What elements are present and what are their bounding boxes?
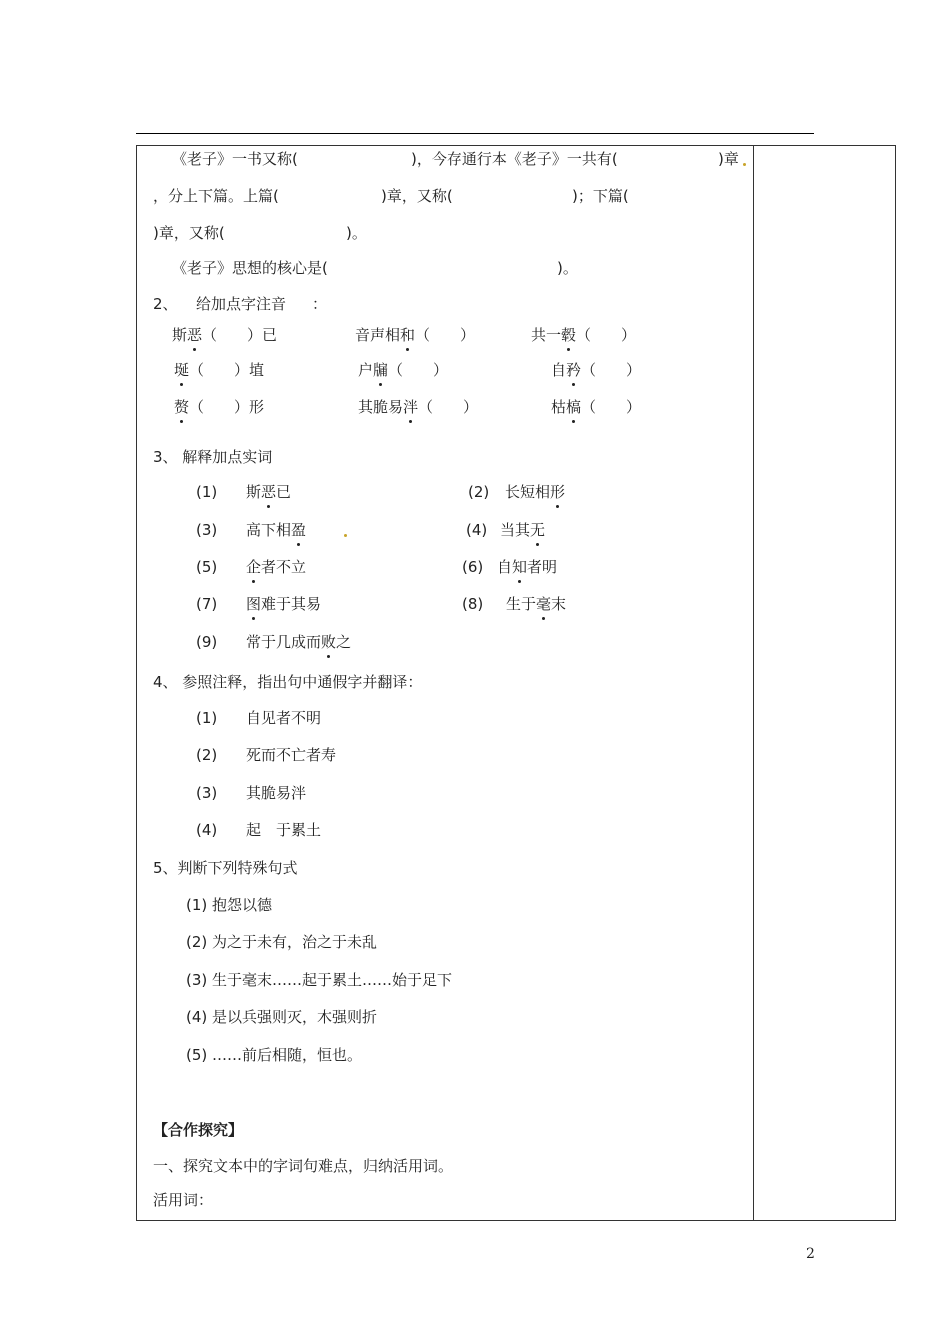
- q1-line1-c: )章: [718, 150, 739, 168]
- page-number: 2: [806, 1246, 815, 1262]
- q3-item: 长短相形: [505, 483, 566, 501]
- q3-item-number: (8): [462, 595, 484, 613]
- q3-item: 自知者明: [497, 558, 558, 576]
- q3-item: 斯恶已: [246, 483, 292, 501]
- q5-item: (3) 生于毫末……起于累土……始于足下: [186, 971, 453, 989]
- q4-item-text: 其脆易泮: [246, 784, 307, 802]
- q3-title: 3、 解释加点实词: [153, 448, 273, 466]
- q4-item-text: 起 于累土: [246, 821, 322, 839]
- q4-item-number: (3): [196, 784, 218, 802]
- q3-item: 当其无: [500, 521, 546, 539]
- coop-line1: 一、探究文本中的字词句难点，归纳活用词。: [153, 1157, 454, 1175]
- q1-line4-b: )。: [557, 259, 578, 277]
- q3-item-number: (1): [196, 483, 218, 501]
- q2-title: 给加点字注音: [196, 295, 287, 313]
- q3-item-number: (5): [196, 558, 218, 576]
- q5-item: (5) ……前后相随，恒也。: [186, 1046, 363, 1064]
- q5-title: 5、判断下列特殊句式: [153, 859, 298, 877]
- coop-heading: 【合作探究】: [153, 1121, 244, 1139]
- q3-item: 生于毫末: [506, 595, 567, 613]
- q3-item-number: (4): [466, 521, 488, 539]
- q2-item: 枯槁（ ）: [551, 398, 642, 416]
- q2-title-number: 2、: [153, 295, 178, 313]
- mark-dot: [344, 534, 347, 537]
- q1-line1-a: 《老子》一书又称(: [172, 150, 298, 168]
- mark-dot: [743, 163, 746, 166]
- q3-item-number: (3): [196, 521, 218, 539]
- q5-item: (2) 为之于未有，治之于未乱: [186, 933, 378, 951]
- q1-line2-c: )；下篇(: [572, 187, 629, 205]
- q4-item-number: (4): [196, 821, 218, 839]
- q4-item-number: (1): [196, 709, 218, 727]
- q3-item: 高下相盈: [246, 521, 307, 539]
- q3-item-number: (7): [196, 595, 218, 613]
- q3-item: 常于几成而败之: [246, 633, 352, 651]
- q3-item: 企者不立: [246, 558, 307, 576]
- q2-title-colon: ：: [312, 295, 328, 313]
- q5-item: (1) 抱怨以德: [186, 896, 273, 914]
- q3-item: 图难于其易: [246, 595, 322, 613]
- table-column-divider: [753, 145, 754, 1221]
- q3-item-number: (6): [462, 558, 484, 576]
- q5-item: (4) 是以兵强则灭，木强则折: [186, 1008, 378, 1026]
- q2-item: 其脆易泮（ ）: [358, 398, 479, 416]
- q2-item: 户牖（ ）: [358, 361, 449, 379]
- q1-line3-b: )。: [346, 224, 367, 242]
- header-rule: [136, 133, 814, 134]
- q2-item: 音声相和（ ）: [355, 326, 476, 344]
- q4-item-number: (2): [196, 746, 218, 764]
- q3-item-number: (2): [468, 483, 490, 501]
- q4-item-text: 死而不亡者寿: [246, 746, 337, 764]
- q1-line2-a: ，分上下篇。上篇(: [153, 187, 279, 205]
- q2-item: 共一毂（ ）: [531, 326, 637, 344]
- q1-line1-b: )，今存通行本《老子》一共有(: [411, 150, 618, 168]
- q2-item: 自矜（ ）: [551, 361, 642, 379]
- q1-line3-a: )章，又称(: [153, 224, 225, 242]
- q4-title: 4、 参照注释，指出句中通假字并翻译：: [153, 673, 423, 691]
- q4-item-text: 自见者不明: [246, 709, 322, 727]
- q1-line4-a: 《老子》思想的核心是(: [172, 259, 328, 277]
- q2-item: 埏（ ）埴: [174, 361, 265, 379]
- q2-item: 赘（ ）形: [174, 398, 265, 416]
- q1-line2-b: )章，又称(: [381, 187, 453, 205]
- q2-item: 斯恶（ ）已: [172, 326, 278, 344]
- q3-item-number: (9): [196, 633, 218, 651]
- coop-line2: 活用词：: [153, 1191, 214, 1209]
